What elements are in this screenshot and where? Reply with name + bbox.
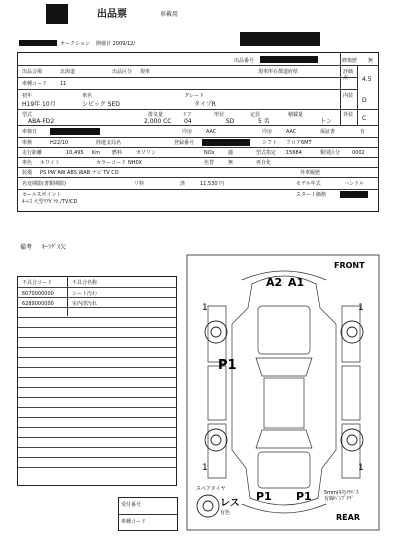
receipt-label: 受付番号 — [121, 502, 142, 508]
ext-value: C — [362, 115, 367, 122]
recycle-label: 再自化 — [256, 160, 272, 166]
cap-label: 定員 — [250, 112, 261, 118]
redacted-start — [340, 191, 368, 198]
defect-name-label: 不具合名称 — [72, 280, 98, 286]
hood-panel — [258, 306, 310, 354]
cc-value: 2,000 CC — [144, 118, 172, 125]
redacted-auction — [19, 40, 57, 46]
recycle-fee-prefix: 済 — [180, 181, 186, 187]
bottom-note: 5mm(ｷｽ)ｲﾔﾊﾞｽ 有線ﾊﾞﾝﾌﾟﾁﾃﾞ — [324, 490, 359, 502]
pref-label: 現車所在都道府県 — [258, 69, 299, 75]
ac-value: AAC — [286, 129, 297, 135]
code-label: 車種コード — [22, 81, 48, 87]
tire-mark-fr: 1 — [358, 303, 364, 313]
category-value: 現車 — [140, 69, 151, 75]
redacted-logo — [46, 4, 68, 24]
load-label: 積載量 — [288, 112, 304, 118]
score-value: 4.5 — [362, 76, 372, 83]
fuel-value: ガソリン — [136, 150, 157, 156]
equip-label: 装備 — [22, 170, 33, 176]
rear-label: REAR — [336, 513, 360, 522]
remarks-value: ｷｰﾗｸﾞｽ欠 — [42, 244, 67, 251]
door-label: ドア — [182, 112, 192, 118]
redacted-entry-no — [260, 56, 318, 63]
defect-code-label: 不具合コード — [22, 280, 53, 286]
inspect-label: 車検日 — [22, 129, 38, 135]
start-label: スタート価格 — [296, 192, 327, 198]
entry-no-label: 出品番号 — [234, 58, 255, 64]
mileage-value: 10,495 — [66, 150, 84, 156]
nox-label: NOx — [204, 150, 215, 156]
venue-label: 出品会場 — [22, 69, 43, 75]
interior-label: 内装 — [343, 93, 354, 99]
name-value: シビック SED — [82, 101, 120, 108]
recycle-fee-label: リ料 — [134, 181, 145, 187]
type-no-label: 型式指定 — [256, 150, 277, 156]
tire-mark-rl: 1 — [202, 463, 208, 473]
color-change-label: 色替 — [204, 160, 215, 166]
first-reg-label: 初年 — [22, 93, 33, 99]
first-reg-value: H19年 10月 — [22, 101, 56, 108]
type-no-value: 15684 — [286, 150, 302, 156]
cond-label: 冷房 — [182, 129, 193, 135]
front-label: FRONT — [334, 261, 365, 270]
spare-label: スペアタイヤ — [196, 486, 226, 492]
model-label: 型式 — [22, 112, 33, 118]
name-label: 車名 — [82, 93, 93, 99]
ac-label: 冷房 — [262, 129, 273, 135]
load-unit: トン — [320, 118, 333, 125]
roof-panel — [264, 378, 304, 428]
spare-tire — [197, 495, 219, 517]
shift-value: フロア6MT — [286, 140, 312, 146]
shape-value: SD — [226, 118, 235, 125]
mileage-label: 走行距離 — [22, 150, 43, 156]
damage-diagram — [186, 254, 382, 532]
nox-value: 適 — [228, 150, 234, 156]
cls-value: 0002 — [352, 150, 365, 156]
color-value: ホワイト — [40, 160, 60, 166]
spare-note: レス — [220, 498, 240, 509]
redacted-reg-no — [202, 139, 250, 146]
code-value: 11 — [60, 81, 67, 87]
outside-label: 外車履歴 — [300, 170, 321, 176]
windshield — [256, 358, 312, 376]
spare-sub: 有色 — [220, 510, 231, 516]
redacted-entry — [240, 32, 320, 46]
tire-mark-fl: 1 — [202, 303, 208, 313]
car-body-outline — [232, 276, 336, 505]
handle-label: ハンドル — [344, 181, 365, 187]
cc-label: 排気量 — [148, 112, 164, 118]
door-value: 04 — [184, 118, 192, 125]
shift-label: シフト — [262, 140, 278, 146]
score-label: 評価点 — [343, 69, 354, 81]
model-yr-label: モデル年式 — [296, 181, 321, 187]
front-bumper — [242, 271, 326, 280]
slip-subtitle: 車載用 — [160, 11, 179, 18]
cond-value: AAC — [206, 129, 217, 135]
defect-name-1: 室内清汚れ — [72, 301, 98, 307]
grade-label: グレード — [184, 93, 205, 99]
color-code-value: NH0X — [128, 160, 143, 166]
auction-label: オークション — [60, 41, 90, 47]
shape-label: 形状 — [214, 112, 225, 118]
color-label: 車色 — [22, 160, 33, 166]
insurance-value: 有 — [360, 129, 366, 135]
date-label: 開催日 2009/12/ — [96, 41, 136, 47]
defect-code-0: 6070000000 — [22, 291, 54, 297]
insurance-label: 保証書 — [320, 129, 336, 135]
damage-p1-bottom-a: P1 — [256, 490, 272, 503]
grade-value: タイプR — [194, 101, 216, 108]
name-change-label: 陸運支局名 — [96, 140, 122, 146]
damage-a1: A1 — [288, 276, 305, 289]
slip-title: 出品票 — [97, 9, 127, 20]
inspect-disp-label: 車検 — [22, 140, 33, 146]
car-code-label: 車種コード — [121, 519, 147, 525]
mileage-unit: Km — [92, 150, 101, 156]
defect-code-1: 6289000000 — [22, 301, 54, 307]
cls-label: 類別区分 — [320, 150, 341, 156]
sales-value: ｷｰﾚｽ 大型ﾘｱｶﾞﾅﾋ /TV/CD — [22, 199, 78, 205]
color-change-value: 無 — [228, 160, 234, 166]
fuel-label: 燃料 — [112, 150, 123, 156]
rear-window — [256, 430, 312, 448]
damage-p1-left: P1 — [218, 358, 237, 373]
inspect-value: H22/10 — [50, 140, 69, 146]
tire-mark-rr: 1 — [358, 463, 364, 473]
remarks-label: 備考 — [20, 244, 33, 251]
ext-label: 外装 — [343, 112, 354, 118]
redacted-inspect — [50, 128, 100, 135]
recycle-fee-value: 11,530 円 — [200, 181, 225, 187]
venue-value: 北海道 — [60, 69, 76, 75]
color-code-label: カラーコード — [96, 160, 127, 166]
tax-label: 名変期限(書類期限) — [22, 181, 66, 187]
damage-p1-bottom-b: P1 — [296, 490, 312, 503]
interior-value: D — [362, 97, 367, 104]
sales-label: セールスポイント — [22, 192, 62, 198]
trunk-panel — [258, 452, 310, 488]
equip-value: PS PW AW ABS WAB ナビ TV CD — [40, 170, 119, 176]
reg-no-label: 登録番号 — [174, 140, 195, 146]
repair-label: 修復歴 — [342, 58, 358, 64]
defect-name-0: シート汚わ — [72, 291, 98, 297]
category-label: 出品区分 — [112, 69, 133, 75]
damage-a2: A2 — [266, 276, 283, 289]
repair-value: 無 — [368, 58, 374, 64]
model-value: ABA-FD2 — [28, 118, 55, 125]
cap-value: 5 名 — [258, 118, 270, 125]
